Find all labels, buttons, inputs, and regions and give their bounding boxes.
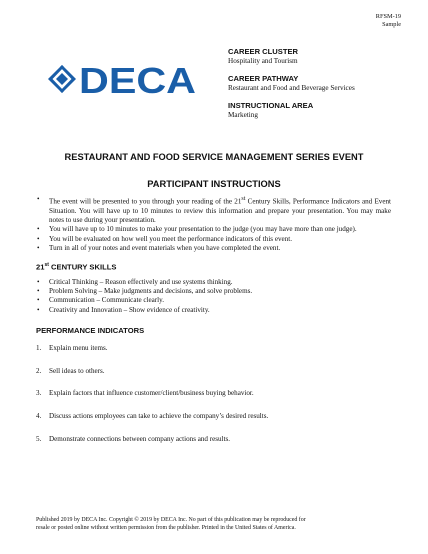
skills-heading: 21st CENTURY SKILLS bbox=[36, 262, 117, 272]
document-code bbox=[376, 13, 401, 29]
indicators-heading: PERFORMANCE INDICATORS bbox=[36, 325, 145, 335]
indicator-text: Demonstrate connections between company actions and results. bbox=[49, 435, 231, 444]
career-cluster-value: Hospitality and Tourism bbox=[228, 56, 298, 65]
instructional-area bbox=[228, 101, 408, 120]
copyright-footer bbox=[36, 517, 392, 532]
indicator-item bbox=[36, 344, 391, 353]
main-content bbox=[36, 195, 391, 458]
skill-item: • Communication – Communicate clearly. bbox=[36, 296, 391, 305]
indicator-item bbox=[36, 412, 391, 421]
logo-diamond-center bbox=[56, 73, 68, 85]
indicator-number: 5. bbox=[36, 435, 42, 444]
indicators-list bbox=[36, 344, 391, 444]
instruction-item: • The event will be presented to you through your reading of the 21st Century Skills, Performance Indicators and Event Situation. You will have up to 10 minutes to review this information and prepare your presentation. You may make notes to use during your presentation. bbox=[36, 195, 391, 225]
indicator-text: Sell ideas to others. bbox=[49, 366, 105, 375]
career-pathway bbox=[228, 74, 408, 93]
career-cluster bbox=[228, 47, 408, 66]
indicator-number: 4. bbox=[36, 412, 42, 421]
skill-item: • Creativity and Innovation – Show evidence of creativity. bbox=[36, 306, 391, 315]
indicator-text: Explain menu items. bbox=[49, 343, 108, 352]
indicator-number: 1. bbox=[36, 343, 42, 352]
footer-line: resale or posted online without written permission from the publisher. Printed in the United States of America. bbox=[36, 524, 296, 531]
indicator-item bbox=[36, 435, 391, 444]
instructional-area-label: INSTRUCTIONAL AREA bbox=[228, 101, 314, 110]
indicator-text: Discuss actions employees can take to achieve the company’s desired results. bbox=[49, 412, 269, 421]
instruction-item: • You will have up to 10 minutes to make your presentation to the judge (you may have more than one judge). bbox=[36, 225, 391, 234]
instructional-area-value: Marketing bbox=[228, 110, 258, 119]
career-cluster-label: CAREER CLUSTER bbox=[228, 47, 299, 56]
career-pathway-value: Restaurant and Food and Beverage Services bbox=[228, 83, 355, 92]
skill-item: • Critical Thinking – Reason effectively and use systems thinking. bbox=[36, 278, 391, 287]
logo-wordmark: DECA bbox=[79, 62, 196, 96]
event-title: RESTAURANT AND FOOD SERVICE MANAGEMENT SERIES EVENT bbox=[64, 152, 364, 162]
career-pathway-label: CAREER PATHWAY bbox=[228, 74, 299, 83]
indicator-number: 2. bbox=[36, 366, 42, 375]
skill-item: • Problem Solving – Make judgments and decisions, and solve problems. bbox=[36, 287, 391, 296]
instructions-list bbox=[36, 195, 391, 253]
instruction-item: • Turn in all of your notes and event materials when you have completed the event. bbox=[36, 244, 391, 253]
skills-list bbox=[36, 278, 391, 315]
sample-label: Sample bbox=[382, 21, 401, 28]
indicator-item bbox=[36, 367, 391, 376]
footer-line: Published 2019 by DECA Inc. Copyright © 2019 by DECA Inc. No part of this publication may be reproduced for bbox=[36, 517, 306, 523]
form-number: RFSM-19 bbox=[375, 13, 401, 20]
indicator-text: Explain factors that influence customer/client/business buying behavior. bbox=[49, 389, 254, 398]
indicator-number: 3. bbox=[36, 389, 42, 398]
indicator-item bbox=[36, 389, 391, 398]
instructions-title: PARTICIPANT INSTRUCTIONS bbox=[147, 179, 281, 189]
deca-logo bbox=[48, 62, 198, 96]
event-meta bbox=[228, 47, 408, 128]
deca-logo-graphic bbox=[48, 62, 198, 96]
instruction-item: • You will be evaluated on how well you meet the performance indicators of this event. bbox=[36, 235, 391, 244]
